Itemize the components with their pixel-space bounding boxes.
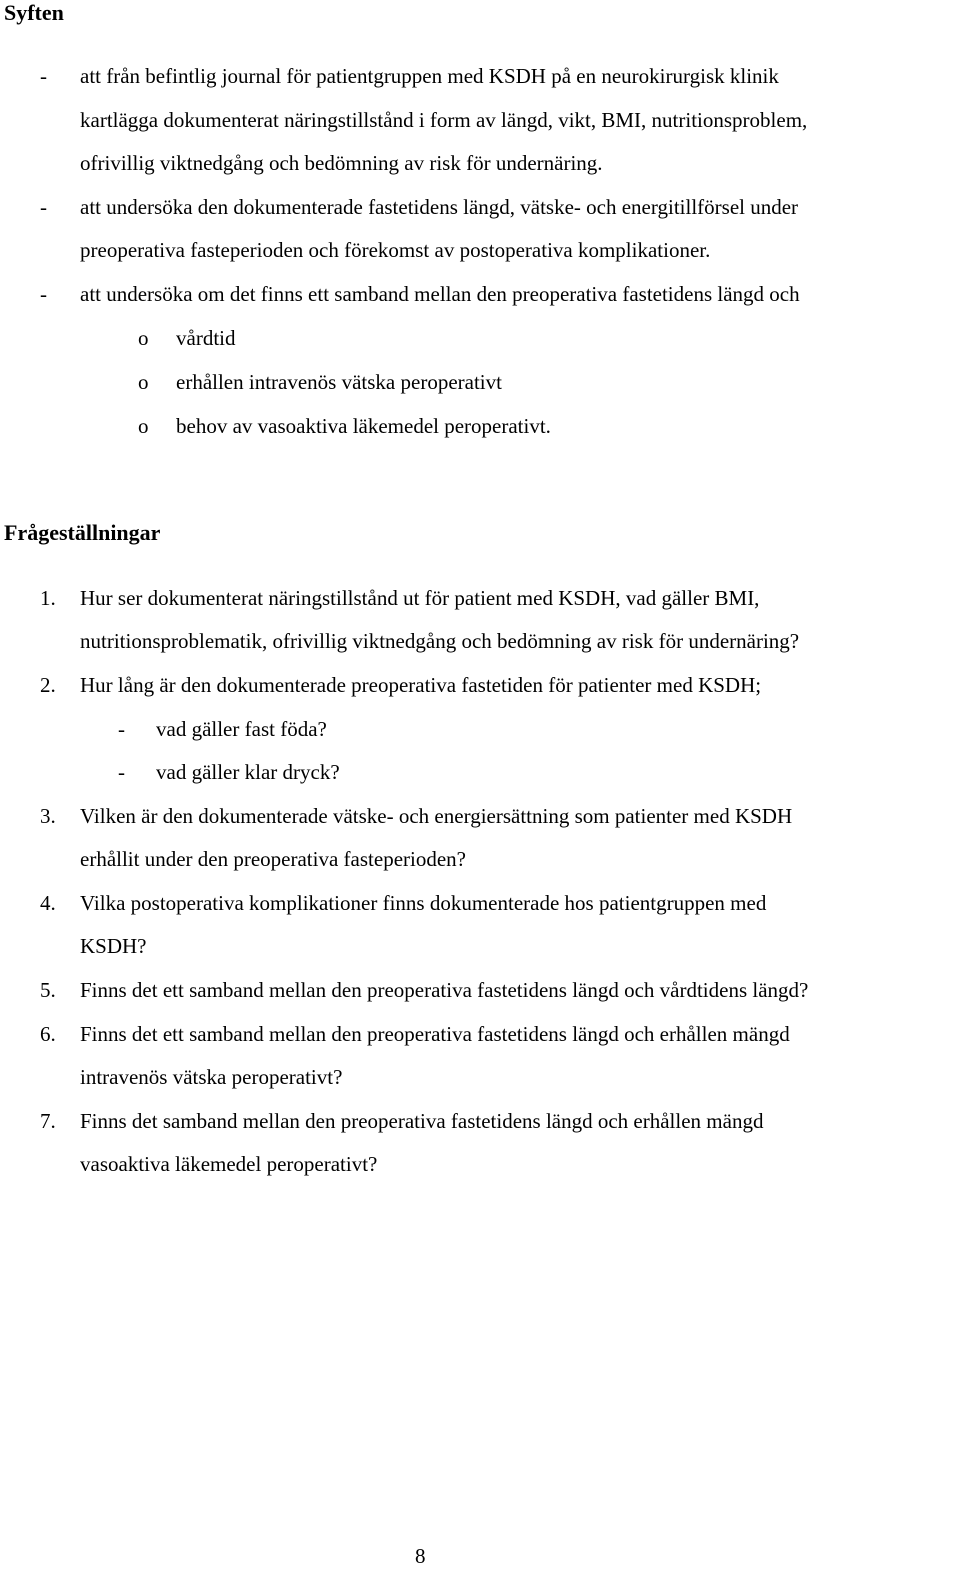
syften-subitem-intravenos: erhållen intravenös vätska peroperativt [176,370,502,394]
syften-item-3-line-1: att undersöka om det finns ett samband mellan den preoperativa fastetidens längd och [80,282,800,306]
section-heading-fragestallningar: Frågeställningar [4,520,161,545]
syften-item-1-line-2: kartlägga dokumenterat näringstillstånd i form av längd, vikt, BMI, nutritionsproblem, [80,108,808,132]
syften-subitem-vasoaktiva: behov av vasoaktiva läkemedel peroperativt. [176,414,551,438]
question-number: 6. [40,1022,56,1046]
syften-item-2-line-2: preoperativa fasteperioden och förekomst av postoperativa komplikationer. [80,238,711,262]
syften-item-1-line-3: ofrivillig viktnedgång och bedömning av risk för undernäring. [80,151,603,175]
question-2-subitem-fast-foda: vad gäller fast föda? [156,717,327,741]
question-1-line-1: Hur ser dokumenterat näringstillstånd ut för patient med KSDH, vad gäller BMI, [80,586,760,610]
bullet-marker: - [40,282,47,306]
question-4-line-2: KSDH? [80,934,147,958]
question-3-line-2: erhållit under den preoperativa fasteperioden? [80,847,466,871]
question-7-line-2: vasoaktiva läkemedel peroperativt? [80,1152,378,1176]
question-2-subitem-klar-dryck: vad gäller klar dryck? [156,760,340,784]
question-2-line-1: Hur lång är den dokumenterade preoperativa fastetiden för patienter med KSDH; [80,673,762,697]
question-number: 3. [40,804,56,828]
question-1-line-2: nutritionsproblematik, ofrivillig viktnedgång och bedömning av risk för undernäring? [80,629,800,653]
sub-bullet-marker: o [138,326,149,350]
bullet-marker: - [40,195,47,219]
question-7-line-1: Finns det samband mellan den preoperativa fastetidens längd och erhållen mängd [80,1109,764,1133]
question-number: 2. [40,673,56,697]
question-number: 1. [40,586,56,610]
bullet-marker: - [40,64,47,88]
sub-bullet-marker: o [138,414,149,438]
question-6-line-2: intravenös vätska peroperativt? [80,1065,343,1089]
question-4-line-1: Vilka postoperativa komplikationer finns dokumenterade hos patientgruppen med [80,891,767,915]
question-number: 7. [40,1109,56,1133]
section-heading-syften: Syften [4,0,64,25]
sub-bullet-marker: - [118,760,125,784]
sub-bullet-marker: o [138,370,149,394]
question-6-line-1: Finns det ett samband mellan den preoperativa fastetidens längd och erhållen mängd [80,1022,790,1046]
question-5-line-1: Finns det ett samband mellan den preoperativa fastetidens längd och vårdtidens längd? [80,978,809,1002]
syften-item-1-line-1: att från befintlig journal för patientgruppen med KSDH på en neurokirurgisk klinik [80,64,779,88]
question-3-line-1: Vilken är den dokumenterade vätske- och energiersättning som patienter med KSDH [80,804,793,828]
syften-subitem-vardtid: vårdtid [176,326,236,350]
page-number: 8 [415,1544,426,1568]
question-number: 5. [40,978,56,1002]
syften-item-2-line-1: att undersöka den dokumenterade fastetidens längd, vätske- och energitillförsel under [80,195,799,219]
sub-bullet-marker: - [118,717,125,741]
question-number: 4. [40,891,56,915]
